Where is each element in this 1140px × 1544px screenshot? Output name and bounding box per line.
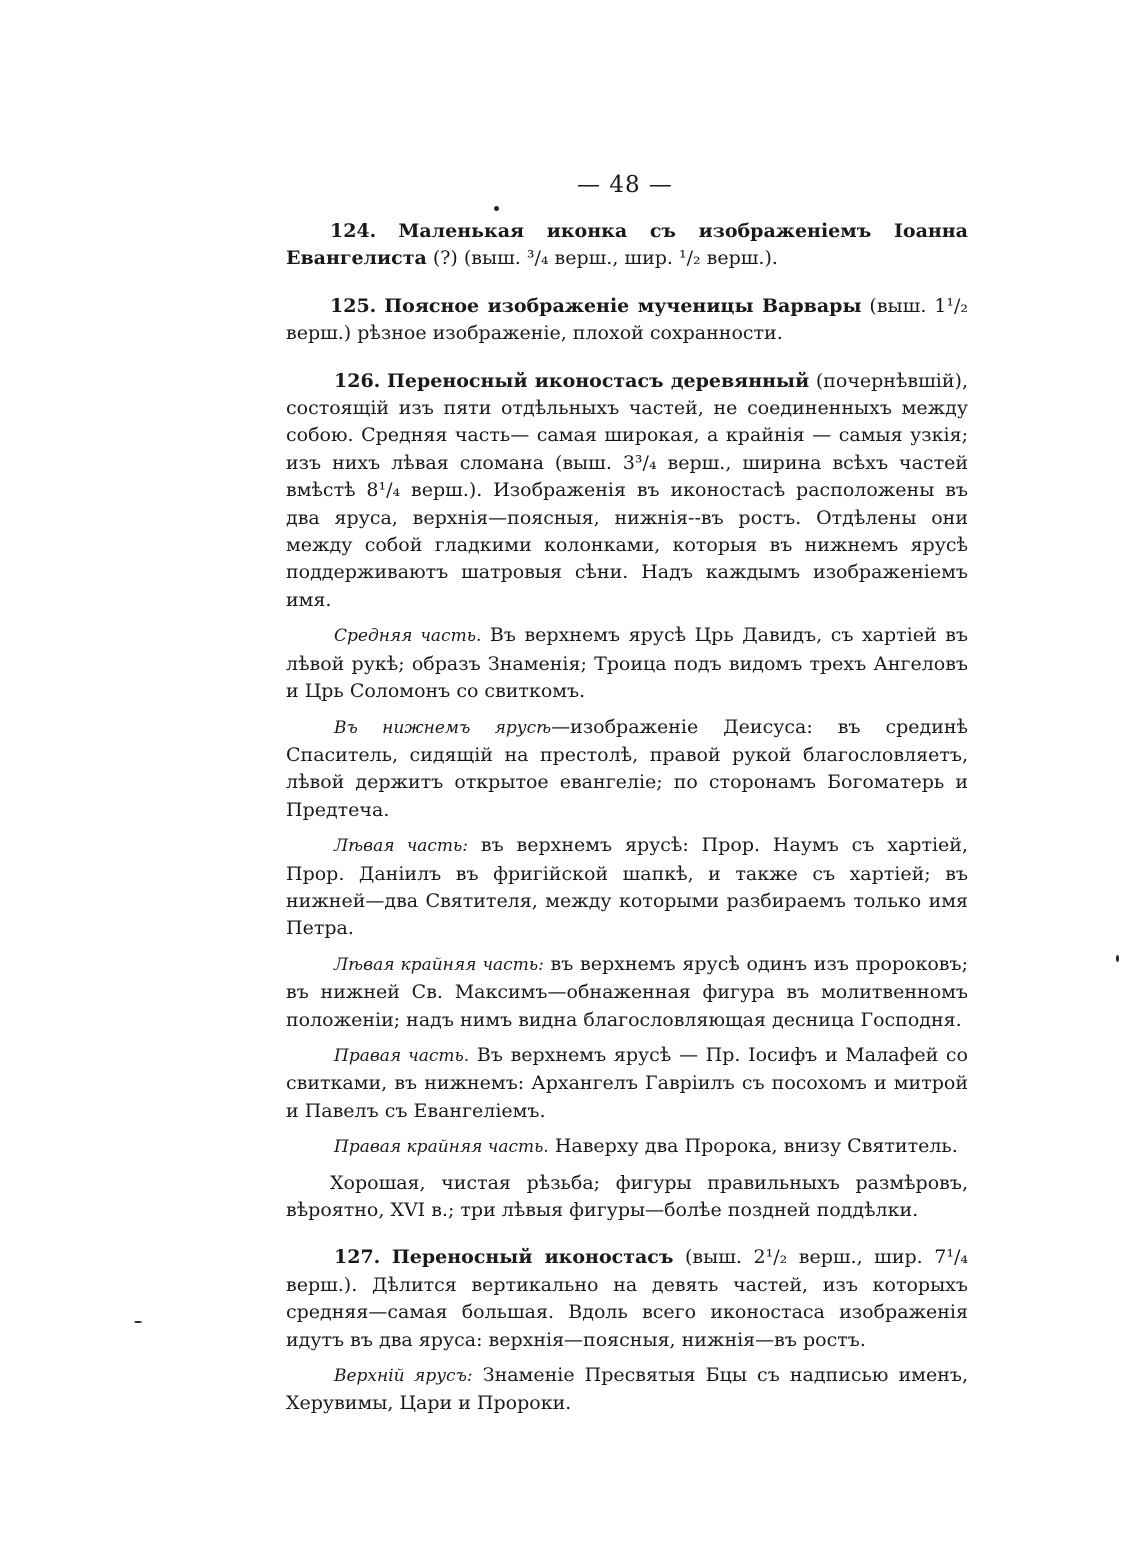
text-column [286, 218, 968, 1426]
paragraph-left-outer-part [286, 951, 968, 1034]
entry-number: 125. [330, 294, 377, 317]
entry-number: 124. [330, 220, 377, 242]
entry-title: Переносный иконостасъ [391, 1246, 674, 1269]
entry-number: 126. [334, 369, 381, 392]
paragraph-text: —изображеніе Деисуса: въ срединѣ Спаситель, сидящій на престолѣ, правой рукой благословляетъ, лѣвой держитъ открытое евангеліе; по сторонамъ Богоматерь и Предтеча. [286, 715, 968, 821]
paragraph-text: Наверху два Пророка, внизу Святитель. [548, 1135, 958, 1158]
paragraph-right-part [286, 1042, 968, 1125]
paragraph-text: Хорошая, чистая рѣзьба; фигуры правильныхъ размѣровъ, вѣроятно, XVI в.; три лѣвыя фигуры—болѣе поздней поддѣлки. [286, 1171, 968, 1221]
section-label: Лѣвая крайняя часть: [334, 954, 544, 975]
paragraph-text: въ верхнемъ ярусѣ: Прор. Наумъ съ хартіей, Прор. Даніилъ въ фригійской шапкѣ, и также съ хартіей; въ нижней—два Святителя, между которыми разбираемъ только имя Петра. [286, 834, 968, 940]
paragraph-assessment [286, 1170, 968, 1225]
entry-description: (выш. 1¹/₂ верш.) рѣзное изображеніе, плохой сохранности. [286, 294, 969, 345]
section-label: Правая часть. [334, 1045, 470, 1066]
paragraph-text: Въ верхнемъ ярусѣ Црь Давидъ, съ хартіей въ лѣвой рукѣ; образъ Знаменія; Троица подъ видомъ трехъ Ангеловъ и Црь Соломонъ со свиткомъ. [286, 624, 968, 703]
entry-127 [286, 1244, 968, 1354]
entry-description: (выш. 2¹/₂ верш., шир. 7¹/₄ верш.). Дѣлится вертикально на девять частей, изъ которыхъ средняя—самая большая. Вдоль всего иконостаса изображенія идутъ въ два яруса: верхнія—поясныя, нижнія—въ ростъ. [286, 1246, 968, 1351]
entry-125 [286, 293, 968, 348]
paragraph-middle-part [286, 622, 968, 705]
paragraph-upper-tier [286, 1362, 968, 1418]
paragraph-text: въ верхнемъ ярусѣ одинъ изъ пророковъ; въ нижней Св. Максимъ—обнаженная фигура въ молитвенномъ положеніи; надъ нимъ видна благословляющая десница Господня. [286, 952, 968, 1031]
paragraph-right-outer-part [286, 1133, 968, 1161]
section-label: Правая крайняя часть. [334, 1137, 549, 1158]
entry-description: (почернѣвшій), состоящій изъ пяти отдѣльныхъ частей, не соединенныхъ между собою. Средняя часть— самая широкая, а крайнія — самыя узкія; изъ нихъ лѣвая сломана (выш. 3³/₄ верш., ширина всѣхъ частей вмѣстѣ 8¹/₄ верш.). Изображенія въ иконостасѣ расположены въ два яруса, верхнія—поясныя, нижнія--въ ростъ. Отдѣлены они между собой гладкими колонками, которыя въ нижнемъ ярусѣ поддерживаютъ шатровыя сѣни. Надъ каждымъ изображеніемъ имя. [286, 369, 968, 611]
section-label: Въ нижнемъ ярусѣ [334, 717, 552, 738]
print-speck [1116, 955, 1119, 962]
print-speck [134, 1321, 142, 1323]
entry-description: (?) (выш. ³/₄ верш., шир. ¹/₂ верш.). [426, 247, 778, 270]
entry-title: Переносный иконостасъ деревянный [386, 369, 810, 392]
print-speck [494, 206, 499, 211]
section-label: Верхній ярусъ: [334, 1366, 473, 1387]
paragraph-text: Знаменіе Пресвятыя Бцы съ надписью именъ, Херувимы, Цари и Пророки. [286, 1364, 968, 1415]
entry-title: Поясное изображеніе мученицы Варвары [384, 294, 862, 317]
entry-124 [286, 218, 968, 273]
page-number: — 48 — [577, 172, 673, 198]
entry-title: Маленькая иконка съ изображеніемъ Іоанна Евангелиста [286, 220, 968, 270]
paragraph-left-part [286, 832, 968, 943]
paragraph-text: Въ верхнемъ ярусѣ — Пр. Іосифъ и Малафей со свитками, въ нижнемъ: Архангелъ Гавріилъ съ посохомъ и митрой и Павелъ съ Евангеліемъ. [286, 1043, 968, 1122]
entry-126 [286, 368, 968, 615]
entry-number: 127. [334, 1246, 381, 1269]
section-label: Средняя часть. [334, 626, 482, 647]
section-label: Лѣвая часть: [334, 836, 469, 857]
paragraph-lower-tier [286, 714, 968, 825]
